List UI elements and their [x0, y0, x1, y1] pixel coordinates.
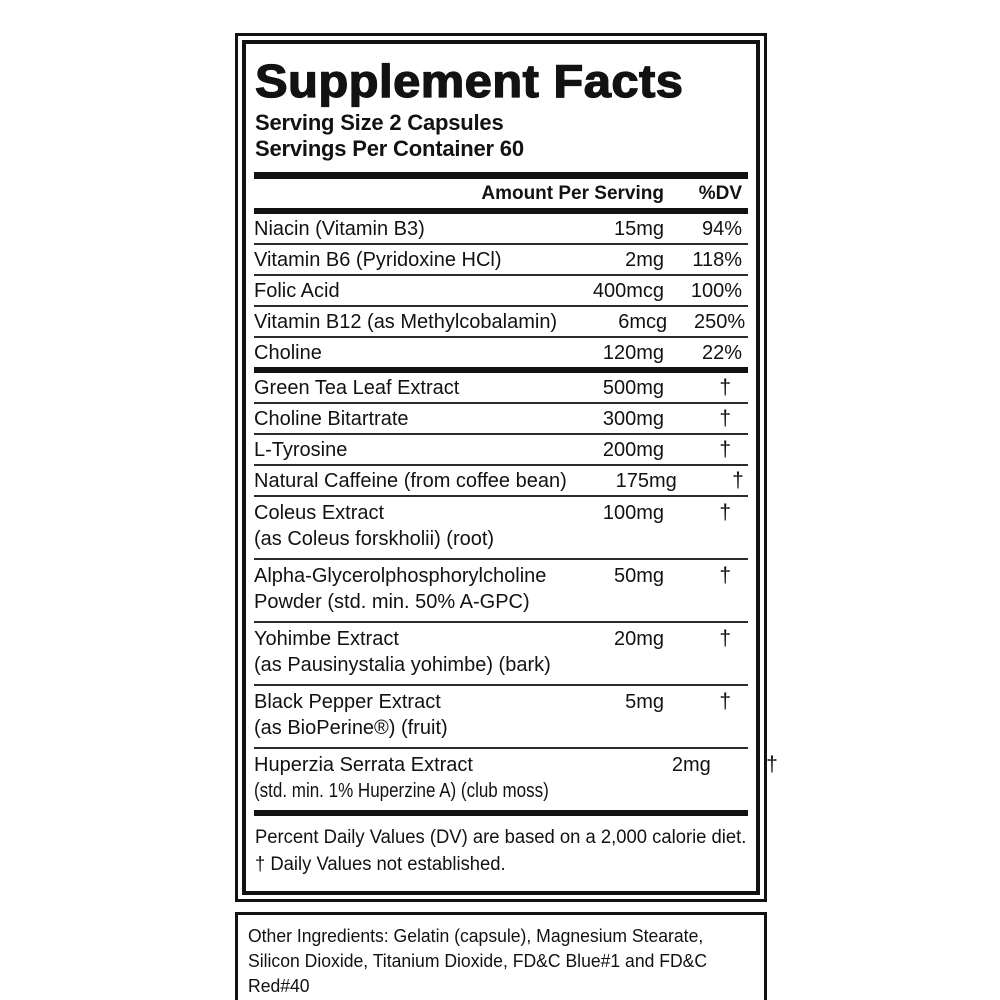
ingredient-row [254, 307, 748, 336]
servings-per-container: Servings Per Container 60 [255, 136, 524, 161]
ingredient-name: Natural Caffeine (from coffee bean) [254, 470, 567, 492]
ingredient-name-cell [254, 311, 557, 333]
ingredient-amount: 50mg [613, 565, 664, 587]
ingredient-subname: (as Pausinystalia yohimbe) (bark) [254, 654, 551, 676]
ingredient-subname: (as BioPerine®) (fruit) [254, 717, 448, 739]
ingredient-amount: 500mg [602, 377, 664, 399]
footnote-dagger: † Daily Values not established. [255, 854, 506, 875]
ingredient-row [254, 435, 748, 464]
ingredient-name: Alpha-Glycerolphosphorylcholine [254, 565, 547, 587]
ingredient-name: Yohimbe Extract [254, 628, 399, 650]
ingredient-row [254, 373, 748, 402]
footnotes [254, 816, 748, 883]
ingredient-row [254, 245, 748, 274]
panel-title: Supplement Facts [255, 55, 684, 107]
ingredient-row [254, 686, 748, 747]
ingredient-row [254, 623, 748, 684]
other-ingredients-text: Other Ingredients: Gelatin (capsule), Magnesium Stearate, Silicon Dioxide, Titanium Dioxide, FD&C Blue#1 and FD&C Red#40 [248, 925, 708, 996]
ingredient-name-cell [254, 342, 554, 364]
ingredient-amount: 15mg [613, 218, 664, 240]
ingredient-amount: 20mg [613, 628, 664, 650]
ingredient-amount: 100mg [602, 502, 664, 524]
ingredient-subname: Powder (std. min. 50% A-GPC) [254, 591, 530, 613]
ingredient-row [254, 749, 778, 810]
serving-size: Serving Size 2 Capsules [255, 110, 504, 135]
ingredient-name-cell [254, 249, 554, 271]
ingredient-dv: † [719, 407, 731, 430]
ingredient-dv: 22% [701, 342, 742, 364]
ingredient-amount: 175mg [615, 470, 677, 492]
ingredient-name-cell [254, 470, 567, 492]
ingredient-name: L-Tyrosine [254, 439, 348, 461]
ingredient-row [254, 560, 748, 621]
ingredient-amount: 5mg [625, 691, 664, 713]
ingredient-subname-text: (std. min. 1% Huperzine A) (club moss) [254, 780, 549, 802]
ingredient-name: Vitamin B6 (Pyridoxine HCl) [254, 249, 502, 271]
supplement-label [235, 33, 778, 1000]
ingredient-row [254, 214, 748, 243]
ingredient-amount: 120mg [602, 342, 664, 364]
ingredient-row [254, 497, 748, 558]
ingredient-dv: † [719, 438, 731, 461]
ingredient-name: Vitamin B12 (as Methylcobalamin) [254, 311, 558, 333]
dv-column-header: %DV [698, 183, 742, 204]
ingredient-dv: † [719, 564, 731, 587]
ingredient-dv: † [719, 501, 731, 524]
ingredient-dv: † [719, 690, 731, 713]
ingredient-dv: † [719, 376, 731, 399]
ingredient-name-cell [254, 218, 554, 240]
supplement-facts-panel [235, 33, 778, 902]
ingredient-amount: 2mg [625, 249, 664, 271]
amount-column-header: Amount Per Serving [481, 183, 664, 204]
ingredient-name: Huperzia Serrata Extract [254, 754, 473, 776]
ingredient-row [254, 466, 748, 495]
ingredient-name-cell [254, 502, 554, 550]
ingredient-name: Green Tea Leaf Extract [254, 377, 460, 399]
ingredient-amount: 300mg [602, 408, 664, 430]
ingredient-name-cell [254, 754, 601, 802]
ingredient-name: Folic Acid [254, 280, 340, 302]
ingredient-row [254, 276, 748, 305]
ingredient-name: Choline [254, 342, 322, 364]
ingredient-dv: † [732, 469, 744, 492]
ingredient-amount: 2mg [671, 754, 711, 776]
ingredient-table [254, 214, 778, 810]
ingredient-name: Niacin (Vitamin B3) [254, 218, 425, 240]
other-ingredients-box [235, 912, 767, 1000]
ingredient-dv: 94% [701, 218, 742, 240]
ingredient-name-cell [254, 691, 554, 739]
ingredient-subname: (as Coleus forskholii) (root) [254, 528, 495, 550]
column-header-row [254, 179, 748, 208]
ingredient-name-cell [254, 377, 554, 399]
ingredient-name-cell [254, 628, 554, 676]
ingredient-amount: 200mg [602, 439, 664, 461]
ingredient-name: Choline Bitartrate [254, 408, 409, 430]
ingredient-name-cell [254, 408, 554, 430]
footnote-dv-basis: Percent Daily Values (DV) are based on a 2,000 calorie diet. [255, 827, 747, 848]
ingredient-row [254, 404, 748, 433]
ingredient-dv: 100% [690, 280, 742, 302]
ingredient-amount: 400mcg [592, 280, 664, 302]
ingredient-subname [254, 780, 601, 802]
ingredient-row [254, 338, 748, 367]
section-divider [254, 172, 748, 179]
ingredient-dv: 250% [693, 311, 746, 333]
ingredient-name: Coleus Extract [254, 502, 385, 524]
ingredient-name: Black Pepper Extract [254, 691, 441, 713]
ingredient-dv: † [766, 753, 778, 776]
ingredient-dv: 118% [692, 249, 742, 271]
ingredient-name-cell [254, 439, 554, 461]
ingredient-name-cell [254, 280, 554, 302]
ingredient-amount: 6mcg [618, 311, 668, 333]
supplement-facts-inner [242, 40, 778, 895]
ingredient-dv: † [719, 627, 731, 650]
ingredient-name-cell [254, 565, 554, 613]
